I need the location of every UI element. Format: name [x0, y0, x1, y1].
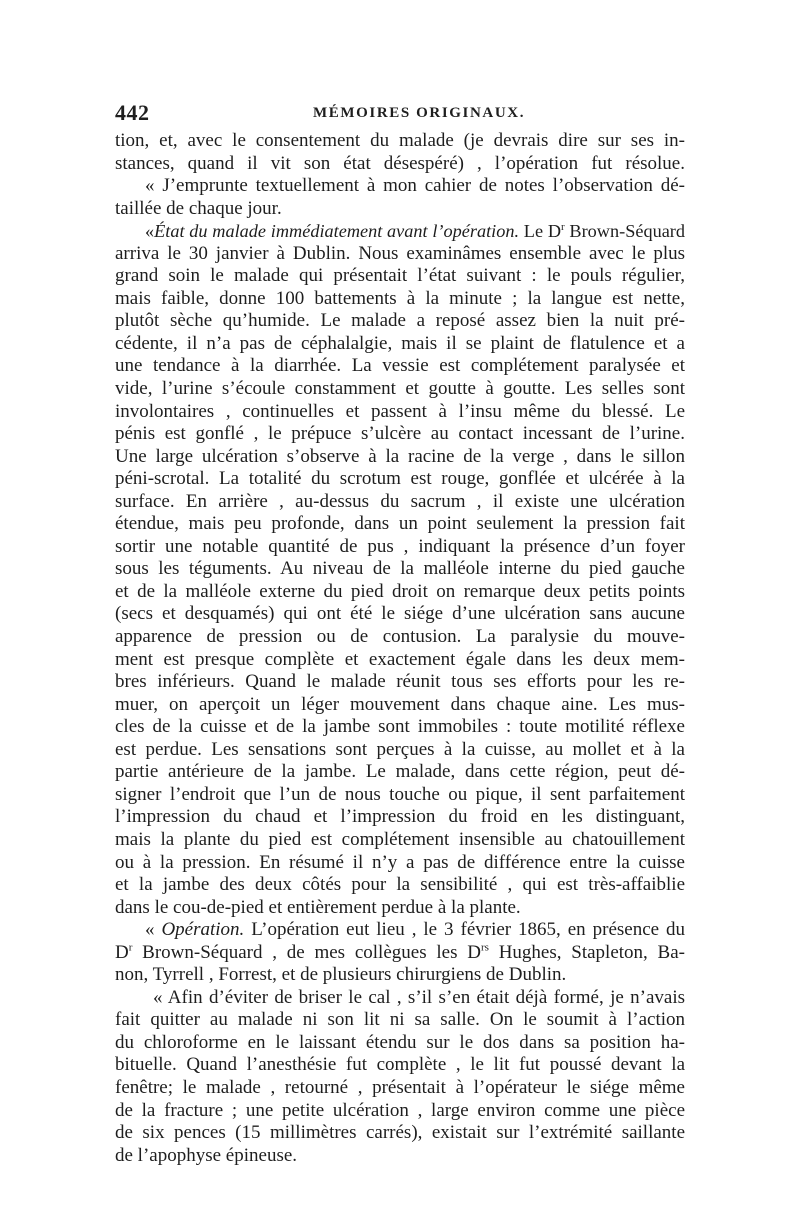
text-line: l’impression du chaud et l’impression du froid en les distinguant,: [115, 806, 685, 828]
section-heading-operation: Opération.: [161, 919, 245, 941]
quote-mark: «: [145, 919, 155, 941]
running-head: MÉMOIRES ORIGINAUX.: [313, 105, 526, 121]
text-line: apparence de pression ou de contusion. La paralysie du mouve-: [115, 626, 685, 648]
text-line: « J’emprunte textuellement à mon cahier de notes l’observation dé-: [145, 175, 685, 197]
text-line: ment est presque complète et exactement égale dans les deux mem-: [115, 648, 685, 670]
text-line: vide, l’urine s’écoule constamment et goutte à goutte. Les selles sont: [115, 378, 685, 400]
text-line: de six pences (15 millimètres carrés), existait sur l’extrémité saillante: [115, 1122, 685, 1144]
text-line: et de la malléole externe du pied droit on remarque deux petits points: [115, 580, 685, 602]
text-line: [115, 220, 685, 243]
page-header: [115, 100, 685, 130]
text-line: dans le cou-de-pied et entièrement perdue à la plante.: [115, 896, 521, 918]
text-line: mais la plante du pied est complétement insensible au chatouillement: [115, 828, 685, 850]
text-line: de l’apophyse épineuse.: [115, 1144, 298, 1166]
superscript: r: [128, 941, 133, 954]
text-line: une tendance à la diarrhée. La vessie est complétement paralysée et: [115, 355, 685, 377]
body-text: [115, 130, 685, 1167]
text-run: Brown-Séquard , de mes collègues les D: [132, 941, 481, 963]
text-line: taillée de chaque jour.: [115, 197, 282, 219]
text-line: fait quitter au malade ni son lit ni sa salle. On le soumit à l’action: [115, 1009, 685, 1031]
text-line: et la jambe des deux côtés pour la sensibilité , qui est très-affaiblie: [115, 874, 685, 896]
text-line: mais faible, donne 100 battements à la minute ; la langue est nette,: [115, 287, 685, 309]
text-line: cles de la cuisse et de la jambe sont immobiles : toute motilité réflexe: [115, 716, 685, 738]
text-line: bituelle. Quand l’anesthésie fut complète , le lit fut poussé devant la: [115, 1054, 685, 1076]
text-line: fenêtre; le malade , retourné , présentait à l’opérateur le siége même: [115, 1076, 685, 1098]
text-line: sortir une notable quantité de pus , indiquant la présence d’un foyer: [115, 535, 685, 557]
text-line: étendue, mais peu profonde, dans un point seulement la pression fait: [115, 513, 685, 535]
text-run: Le D: [519, 221, 561, 242]
text-line: péni-scrotal. La totalité du scrotum est rouge, gonflée et ulcérée à la: [115, 468, 685, 490]
page-number: 442: [115, 100, 150, 125]
text-line: [115, 942, 685, 965]
text-line: bres inférieurs. Quand le malade réunit tous ses efforts pour les re-: [115, 671, 685, 693]
text-line: pénis est gonflé , le prépuce s’ulcère au contact incessant de l’urine.: [115, 423, 685, 445]
text-line: tion, et, avec le consentement du malade (je devrais dire sur ses in-: [115, 130, 685, 151]
quote-mark: «: [145, 221, 155, 242]
text-line: « Afin d’éviter de briser le cal , s’il s’en était déjà formé, je n’avais: [153, 986, 685, 1008]
text-line: arriva le 30 janvier à Dublin. Nous examinâmes ensemble avec le plus: [115, 242, 685, 264]
text-run: Brown-Séquard: [564, 221, 685, 242]
superscript: rs: [480, 941, 489, 954]
text-line: stances, quand il vit son état désespéré) , l’opération fut résolue.: [115, 152, 685, 174]
section-heading-etat: État du malade immédiatement avant l’opération.: [154, 221, 520, 242]
text-line: du chloroforme en le laissant étendu sur le dos dans sa position ha-: [115, 1031, 685, 1053]
text-line: involontaires , continuelles et passent à l’insu même du blessé. Le: [115, 400, 685, 422]
text-line: de la fracture ; une petite ulcération , large environ comme une pièce: [115, 1099, 685, 1121]
text-line: grand soin le malade qui présentait l’état suivant : le pouls régulier,: [115, 265, 685, 287]
text-run: L’opération eut lieu , le 3 février 1865, en présence du: [244, 919, 686, 941]
text-line: plutôt sèche qu’humide. Le malade a reposé assez bien la nuit pré-: [115, 310, 685, 332]
superscript: r: [561, 221, 565, 234]
text-line: est perdue. Les sensations sont perçues à la cuisse, au mollet et à la: [115, 738, 685, 760]
text-line: Une large ulcération s’observe à la racine de la verge , dans le sillon: [115, 445, 685, 467]
text-line: [115, 919, 685, 942]
text-line: (secs et desquamés) qui ont été le siége d’une ulcération sans aucune: [115, 603, 685, 625]
text-line: muer, on aperçoit un léger mouvement dans chaque aine. Les mus-: [115, 693, 685, 715]
text-line: partie antérieure de la jambe. Le malade, dans cette région, peut dé-: [115, 761, 685, 783]
text-line: surface. En arrière , au-dessus du sacrum , il existe une ulcération: [115, 490, 685, 512]
text-run: D: [115, 941, 129, 963]
text-line: sous les téguments. Au niveau de la malléole interne du pied gauche: [115, 558, 685, 580]
text-line: signer l’endroit que l’un de nous touche ou pique, il sent parfaitement: [115, 783, 685, 805]
text-line: non, Tyrrell , Forrest, et de plusieurs chirurgiens de Dublin.: [115, 964, 567, 986]
text-line: cédente, il n’a pas de céphalalgie, mais il se plaint de flatulence et a: [115, 332, 685, 354]
text-line: ou à la pression. En résumé il n’y a pas de différence entre la cuisse: [115, 851, 685, 873]
text-run: Hughes, Stapleton, Ba-: [488, 941, 685, 963]
